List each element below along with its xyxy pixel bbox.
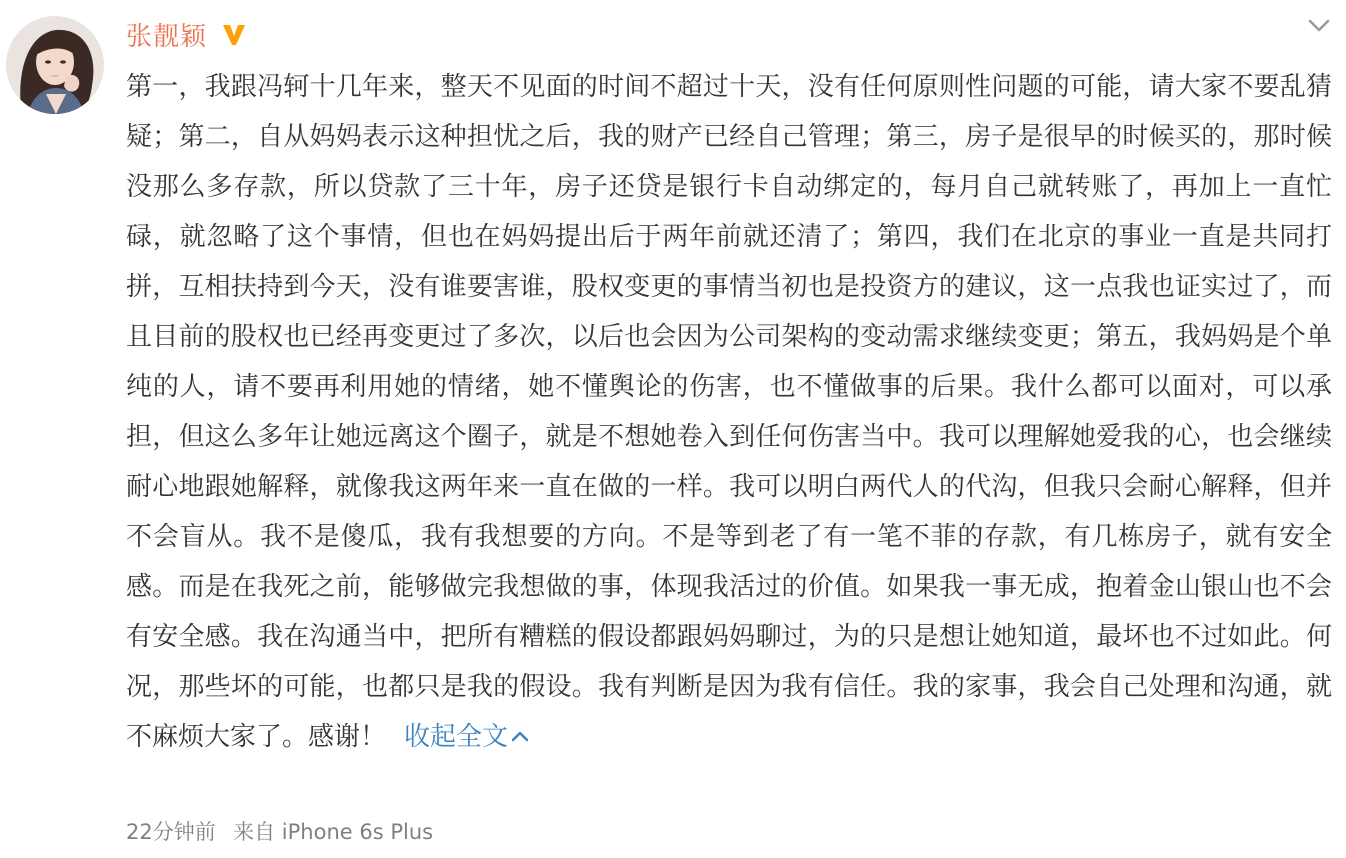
verified-v-badge-icon [219,19,249,49]
source-prefix: 来自 [233,820,276,844]
chevron-down-icon[interactable] [1304,10,1334,40]
collapse-label: 收起全文 [404,722,509,752]
author-name[interactable]: 张靓颖 [126,21,208,52]
collapse-full-text-link[interactable] [404,722,530,752]
post-content [126,62,1332,762]
chevron-up-icon [510,729,530,743]
post-body-text: 第一，我跟冯轲十几年来，整天不见面的时间不超过十天，没有任何原则性问题的可能，请大家不要乱猜疑；第二，自从妈妈表示这种担忧之后，我的财产已经自己管理；第三，房子是很早的时候买的，那时候没那么多存款，所以贷款了三十年，房子还贷是银行卡自动绑定的，每月自己就转账了，再加上一直忙碌，就忽略了这个事情，但也在妈妈提出后于两年前就还清了；第四，我们在北京的事业一直是共同打拼，互相扶持到今天，没有谁要害谁，股权变更的事情当初也是投资方的建议，这一点我也证实过了，而且目前的股权也已经再变更过了多次，以后也会因为公司架构的变动需求继续变更；第五，我妈妈是个单纯的人，请不要再利用她的情绪，她不懂舆论的伤害，也不懂做事的后果。我什么都可以面对，可以承担，但这么多年让她远离这个圈子，就是不想她卷入到任何伤害当中。我可以理解她爱我的心，也会继续耐心地跟她解释，就像我这两年来一直在做的一样。我可以明白两代人的代沟，但我只会耐心解释，但并不会盲从。我不是傻瓜，我有我想要的方向。不是等到老了有一笔不菲的存款，有几栋房子，就有安全感。而是在我死之前，能够做完我想做的事，体现我活过的价值。如果我一事无成，抱着金山银山也不会有安全感。我在沟通当中，把所有糟糕的假设都跟妈妈聊过，为的只是想让她知道，最坏也不过如此。何况，那些坏的可能，也都只是我的假设。我有判断是因为我有信任。我的家事，我会自己处理和沟通，就不麻烦大家了。感谢！ [126,72,1332,752]
post-time[interactable]: 22分钟前 [126,820,216,844]
source-device[interactable]: iPhone 6s Plus [281,820,434,844]
post-meta [126,816,433,846]
avatar[interactable] [6,16,104,114]
